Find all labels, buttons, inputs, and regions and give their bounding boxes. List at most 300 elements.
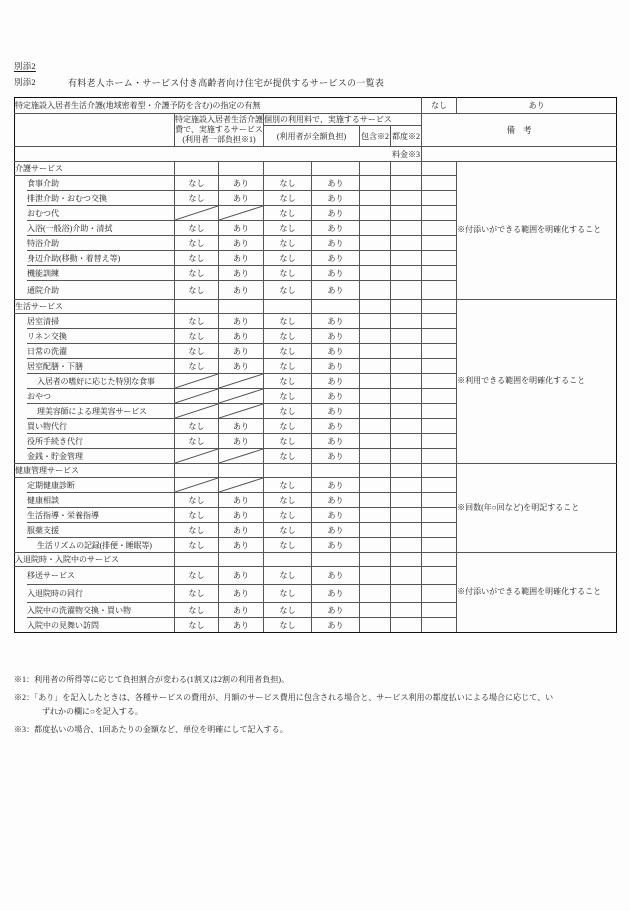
- section-header-cell: [219, 553, 264, 567]
- section-header-cell: [219, 300, 264, 314]
- individual-fee-value[interactable]: あり: [312, 329, 360, 344]
- service-item-label: 金銭・貯金管理: [27, 449, 175, 464]
- included-checkbox-cell[interactable]: [360, 221, 391, 236]
- individual-fee-value[interactable]: なし: [264, 206, 312, 221]
- section-header-row: [15, 162, 617, 176]
- individual-fee-value[interactable]: あり: [312, 404, 360, 419]
- individual-fee-value[interactable]: あり: [312, 374, 360, 389]
- individual-fee-value[interactable]: なし: [264, 449, 312, 464]
- individual-fee-value[interactable]: なし: [264, 251, 312, 266]
- service-item-label: 健康相談: [27, 493, 175, 508]
- individual-fee-value[interactable]: あり: [312, 434, 360, 449]
- insurance-value[interactable]: あり: [219, 508, 264, 523]
- per-use-checkbox-cell[interactable]: [391, 419, 422, 434]
- service-item-label: 日常の洗濯: [27, 344, 175, 359]
- individual-fee-value[interactable]: なし: [264, 344, 312, 359]
- insurance-value[interactable]: あり: [219, 567, 264, 585]
- row-indent-cell: [15, 449, 27, 464]
- included-checkbox-cell[interactable]: [360, 449, 391, 464]
- row-indent-cell: [15, 314, 27, 329]
- individual-fee-value[interactable]: あり: [312, 508, 360, 523]
- row-indent-cell: [15, 329, 27, 344]
- insurance-value[interactable]: なし: [175, 221, 219, 236]
- row-indent-cell: [15, 359, 27, 374]
- individual-fee-value[interactable]: あり: [312, 567, 360, 585]
- included-checkbox-cell[interactable]: [360, 191, 391, 206]
- row-indent-cell: [15, 585, 27, 603]
- included-checkbox-cell[interactable]: [360, 434, 391, 449]
- designation-header-row: [15, 98, 617, 114]
- fee-row-spacer: [15, 147, 391, 162]
- fee-input-cell[interactable]: [422, 191, 457, 206]
- individual-fee-value[interactable]: あり: [312, 603, 360, 618]
- per-use-checkbox-cell[interactable]: [391, 191, 422, 206]
- insurance-not-applicable: [175, 374, 219, 389]
- individual-fee-value[interactable]: なし: [264, 478, 312, 493]
- service-item-label: おむつ代: [27, 206, 175, 221]
- insurance-value[interactable]: あり: [219, 329, 264, 344]
- fee-input-cell[interactable]: [422, 359, 457, 374]
- fee-input-cell[interactable]: [422, 374, 457, 389]
- fee-input-cell[interactable]: [422, 236, 457, 251]
- per-use-checkbox-cell[interactable]: [391, 404, 422, 419]
- fee-input-cell[interactable]: [422, 538, 457, 553]
- included-checkbox-cell[interactable]: [360, 374, 391, 389]
- insurance-value[interactable]: なし: [175, 281, 219, 300]
- individual-fee-value[interactable]: あり: [312, 493, 360, 508]
- section-header-cell: [391, 464, 422, 478]
- insurance-not-applicable: [219, 374, 264, 389]
- section-header-cell: [312, 162, 360, 176]
- fee-input-cell[interactable]: [422, 508, 457, 523]
- per-use-checkbox-cell[interactable]: [391, 567, 422, 585]
- individual-fee-value[interactable]: あり: [312, 618, 360, 633]
- insurance-value[interactable]: なし: [175, 251, 219, 266]
- fee-subheader-row: [15, 147, 617, 162]
- section-header-cell: [175, 300, 219, 314]
- section-header-cell: [264, 553, 312, 567]
- section-header-cell: [264, 162, 312, 176]
- insurance-value[interactable]: あり: [219, 523, 264, 538]
- included-checkbox-cell[interactable]: [360, 206, 391, 221]
- individual-fee-value[interactable]: なし: [264, 404, 312, 419]
- per-use-checkbox-cell[interactable]: [391, 374, 422, 389]
- section-remark: ※回数(年○回など)を明記すること: [457, 464, 617, 553]
- individual-fee-value[interactable]: なし: [264, 176, 312, 191]
- included-checkbox-cell[interactable]: [360, 523, 391, 538]
- footnotes: [14, 676, 618, 744]
- designation-option-yes[interactable]: あり: [457, 98, 617, 114]
- insurance-not-applicable: [175, 478, 219, 493]
- service-item-label: 入院中の見舞い訪問: [27, 618, 175, 633]
- designation-option-none[interactable]: なし: [422, 98, 457, 114]
- individual-fee-value[interactable]: なし: [264, 266, 312, 281]
- section-header-cell: [312, 553, 360, 567]
- insurance-value[interactable]: あり: [219, 603, 264, 618]
- section-header-cell: [312, 300, 360, 314]
- insurance-not-applicable: [219, 449, 264, 464]
- service-item-label: 入院中の洗濯物交換・買い物: [27, 603, 175, 618]
- included-checkbox-cell[interactable]: [360, 281, 391, 300]
- section-header-cell: [219, 162, 264, 176]
- row-indent-cell: [15, 419, 27, 434]
- individual-fee-value[interactable]: なし: [264, 374, 312, 389]
- insurance-value[interactable]: あり: [219, 538, 264, 553]
- section-name: 介護サービス: [15, 162, 175, 176]
- fee-input-cell[interactable]: [422, 603, 457, 618]
- individual-fee-value[interactable]: あり: [312, 359, 360, 374]
- fee-input-cell[interactable]: [422, 344, 457, 359]
- column-header-row: [15, 114, 617, 126]
- header-individual-fee-top: 個別の利用料で、実施するサービス: [264, 114, 422, 126]
- service-item-label: 機能訓練: [27, 266, 175, 281]
- individual-fee-value[interactable]: あり: [312, 191, 360, 206]
- attachment-tag: 別添2: [14, 77, 36, 87]
- per-use-checkbox-cell[interactable]: [391, 344, 422, 359]
- individual-fee-value[interactable]: なし: [264, 585, 312, 603]
- individual-fee-value[interactable]: なし: [264, 314, 312, 329]
- insurance-not-applicable: [219, 206, 264, 221]
- insurance-value[interactable]: あり: [219, 344, 264, 359]
- individual-fee-value[interactable]: あり: [312, 344, 360, 359]
- fee-row-remark-spacer: [422, 147, 617, 162]
- service-item-label: 排泄介助・おむつ交換: [27, 191, 175, 206]
- service-item-label: 入退院時の同行: [27, 585, 175, 603]
- per-use-checkbox-cell[interactable]: [391, 538, 422, 553]
- section-header-cell: [264, 300, 312, 314]
- individual-fee-value[interactable]: なし: [264, 221, 312, 236]
- insurance-value[interactable]: あり: [219, 314, 264, 329]
- individual-fee-value[interactable]: なし: [264, 419, 312, 434]
- included-checkbox-cell[interactable]: [360, 266, 391, 281]
- per-use-checkbox-cell[interactable]: [391, 236, 422, 251]
- per-use-checkbox-cell[interactable]: [391, 478, 422, 493]
- included-checkbox-cell[interactable]: [360, 329, 391, 344]
- row-indent-cell: [15, 191, 27, 206]
- row-indent-cell: [15, 508, 27, 523]
- row-indent-cell: [15, 251, 27, 266]
- per-use-checkbox-cell[interactable]: [391, 508, 422, 523]
- insurance-value[interactable]: あり: [219, 191, 264, 206]
- section-header-cell: [175, 553, 219, 567]
- per-use-checkbox-cell[interactable]: [391, 314, 422, 329]
- service-item-label: 定期健康診断: [27, 478, 175, 493]
- fee-input-cell[interactable]: [422, 266, 457, 281]
- individual-fee-value[interactable]: なし: [264, 603, 312, 618]
- included-checkbox-cell[interactable]: [360, 538, 391, 553]
- insurance-not-applicable: [175, 389, 219, 404]
- insurance-value[interactable]: あり: [219, 176, 264, 191]
- attachment-tag-underlined: 別添2: [14, 61, 36, 71]
- designation-label: 特定施設入居者生活介護(地域密着型・介護予防を含む)の指定の有無: [15, 98, 422, 114]
- section-header-row: [15, 553, 617, 567]
- fee-input-cell[interactable]: [422, 585, 457, 603]
- per-use-checkbox-cell[interactable]: [391, 221, 422, 236]
- included-checkbox-cell[interactable]: [360, 603, 391, 618]
- fee-input-cell[interactable]: [422, 523, 457, 538]
- fee-input-cell[interactable]: [422, 389, 457, 404]
- individual-fee-value[interactable]: なし: [264, 567, 312, 585]
- insurance-value[interactable]: なし: [175, 176, 219, 191]
- insurance-value[interactable]: あり: [219, 359, 264, 374]
- included-checkbox-cell[interactable]: [360, 359, 391, 374]
- individual-fee-value[interactable]: あり: [312, 449, 360, 464]
- included-checkbox-cell[interactable]: [360, 478, 391, 493]
- individual-fee-value[interactable]: あり: [312, 221, 360, 236]
- included-checkbox-cell[interactable]: [360, 389, 391, 404]
- service-item-label: 身辺介助(移動・着替え等): [27, 251, 175, 266]
- section-name: 生活サービス: [15, 300, 175, 314]
- service-item-label: 居室清掃: [27, 314, 175, 329]
- per-use-checkbox-cell[interactable]: [391, 434, 422, 449]
- fee-input-cell[interactable]: [422, 419, 457, 434]
- fee-input-cell[interactable]: [422, 176, 457, 191]
- row-indent-cell: [15, 434, 27, 449]
- service-item-label: 特浴介助: [27, 236, 175, 251]
- footnote-line: ※3：都度払いの場合、1回あたりの金額など、単位を明確にして記入する。: [14, 725, 288, 734]
- insurance-not-applicable: [175, 206, 219, 221]
- individual-fee-value[interactable]: なし: [264, 434, 312, 449]
- section-header-cell: [391, 300, 422, 314]
- included-checkbox-cell[interactable]: [360, 344, 391, 359]
- individual-fee-value[interactable]: なし: [264, 191, 312, 206]
- insurance-not-applicable: [219, 404, 264, 419]
- insurance-value[interactable]: なし: [175, 344, 219, 359]
- row-indent-cell: [15, 236, 27, 251]
- header-included: 包含※2: [360, 126, 391, 147]
- section-remark: ※利用できる範囲を明確化すること: [457, 300, 617, 464]
- service-item-label: 買い物代行: [27, 419, 175, 434]
- row-indent-cell: [15, 538, 27, 553]
- header-insurance-service: 特定施設入居者生活介護費で、実施するサービス(利用者一部負担※1): [175, 114, 264, 147]
- insurance-value[interactable]: なし: [175, 419, 219, 434]
- row-indent-cell: [15, 404, 27, 419]
- section-header-cell: [422, 553, 457, 567]
- included-checkbox-cell[interactable]: [360, 314, 391, 329]
- included-checkbox-cell[interactable]: [360, 251, 391, 266]
- fee-input-cell[interactable]: [422, 251, 457, 266]
- fee-input-cell[interactable]: [422, 493, 457, 508]
- footnote-line-cont: ずれかの欄に○を記入する。: [42, 707, 143, 716]
- header-remarks: 備考: [422, 114, 617, 147]
- insurance-value[interactable]: あり: [219, 434, 264, 449]
- footnote-item: [14, 676, 618, 684]
- section-remark: ※付添いができる範囲を明確化すること: [457, 553, 617, 633]
- per-use-checkbox-cell[interactable]: [391, 251, 422, 266]
- insurance-value[interactable]: なし: [175, 493, 219, 508]
- section-header-cell: [175, 162, 219, 176]
- individual-fee-value[interactable]: あり: [312, 176, 360, 191]
- included-checkbox-cell[interactable]: [360, 404, 391, 419]
- section-header-cell: [312, 464, 360, 478]
- section-header-cell: [422, 162, 457, 176]
- insurance-not-applicable: [219, 389, 264, 404]
- fee-input-cell[interactable]: [422, 478, 457, 493]
- individual-fee-value[interactable]: あり: [312, 314, 360, 329]
- service-item-label: 通院介助: [27, 281, 175, 300]
- per-use-checkbox-cell[interactable]: [391, 266, 422, 281]
- row-indent-cell: [15, 478, 27, 493]
- included-checkbox-cell[interactable]: [360, 567, 391, 585]
- header-per-use: 都度※2: [391, 126, 422, 147]
- included-checkbox-cell[interactable]: [360, 493, 391, 508]
- service-item-label: 入浴(一般浴)介助・清拭: [27, 221, 175, 236]
- section-header-row: [15, 300, 617, 314]
- included-checkbox-cell[interactable]: [360, 176, 391, 191]
- row-indent-cell: [15, 221, 27, 236]
- fee-input-cell[interactable]: [422, 206, 457, 221]
- fee-input-cell[interactable]: [422, 329, 457, 344]
- per-use-checkbox-cell[interactable]: [391, 523, 422, 538]
- insurance-value[interactable]: あり: [219, 251, 264, 266]
- individual-fee-value[interactable]: なし: [264, 281, 312, 300]
- insurance-value[interactable]: あり: [219, 493, 264, 508]
- individual-fee-value[interactable]: あり: [312, 236, 360, 251]
- section-header-row: [15, 464, 617, 478]
- individual-fee-value[interactable]: なし: [264, 329, 312, 344]
- individual-fee-value[interactable]: なし: [264, 359, 312, 374]
- section-remark: ※付添いができる範囲を明確化すること: [457, 162, 617, 300]
- individual-fee-value[interactable]: あり: [312, 281, 360, 300]
- insurance-value[interactable]: なし: [175, 314, 219, 329]
- individual-fee-value[interactable]: なし: [264, 618, 312, 633]
- individual-fee-value[interactable]: なし: [264, 538, 312, 553]
- per-use-checkbox-cell[interactable]: [391, 329, 422, 344]
- section-name: 入退院時・入院中のサービス: [15, 553, 175, 567]
- section-header-cell: [360, 464, 391, 478]
- insurance-value[interactable]: あり: [219, 585, 264, 603]
- per-use-checkbox-cell[interactable]: [391, 176, 422, 191]
- individual-fee-value[interactable]: なし: [264, 493, 312, 508]
- individual-fee-value[interactable]: あり: [312, 389, 360, 404]
- fee-input-cell[interactable]: [422, 314, 457, 329]
- service-table: [14, 97, 617, 633]
- per-use-checkbox-cell[interactable]: [391, 449, 422, 464]
- individual-fee-value[interactable]: なし: [264, 389, 312, 404]
- per-use-checkbox-cell[interactable]: [391, 206, 422, 221]
- section-header-cell: [264, 464, 312, 478]
- fee-input-cell[interactable]: [422, 281, 457, 300]
- individual-fee-value[interactable]: あり: [312, 266, 360, 281]
- included-checkbox-cell[interactable]: [360, 508, 391, 523]
- insurance-value[interactable]: なし: [175, 191, 219, 206]
- individual-fee-value[interactable]: なし: [264, 508, 312, 523]
- fee-input-cell[interactable]: [422, 618, 457, 633]
- service-item-label: おやつ: [27, 389, 175, 404]
- row-indent-cell: [15, 493, 27, 508]
- insurance-value[interactable]: なし: [175, 567, 219, 585]
- insurance-value[interactable]: なし: [175, 236, 219, 251]
- footnote-line: ※1：利用者の所得等に応じて負担割合が変わる(1割又は2割の利用者負担)。: [14, 675, 290, 684]
- service-item-label: 食事介助: [27, 176, 175, 191]
- section-header-cell: [422, 300, 457, 314]
- section-header-cell: [360, 553, 391, 567]
- per-use-checkbox-cell[interactable]: [391, 603, 422, 618]
- row-indent-cell: [15, 523, 27, 538]
- service-item-label: 移送サービス: [27, 567, 175, 585]
- insurance-value[interactable]: なし: [175, 359, 219, 374]
- individual-fee-value[interactable]: あり: [312, 251, 360, 266]
- service-item-label: 生活指導・栄養指導: [27, 508, 175, 523]
- section-header-cell: [391, 162, 422, 176]
- individual-fee-value[interactable]: あり: [312, 206, 360, 221]
- fee-input-cell[interactable]: [422, 221, 457, 236]
- section-header-cell: [422, 464, 457, 478]
- included-checkbox-cell[interactable]: [360, 236, 391, 251]
- individual-fee-value[interactable]: あり: [312, 585, 360, 603]
- insurance-value[interactable]: なし: [175, 538, 219, 553]
- footnote-item: [14, 726, 618, 734]
- insurance-value[interactable]: なし: [175, 618, 219, 633]
- individual-fee-value[interactable]: あり: [312, 523, 360, 538]
- per-use-checkbox-cell[interactable]: [391, 585, 422, 603]
- per-use-checkbox-cell[interactable]: [391, 389, 422, 404]
- section-header-cell: [391, 553, 422, 567]
- insurance-value[interactable]: あり: [219, 618, 264, 633]
- individual-fee-value[interactable]: なし: [264, 523, 312, 538]
- individual-fee-value[interactable]: なし: [264, 236, 312, 251]
- included-checkbox-cell[interactable]: [360, 419, 391, 434]
- row-indent-cell: [15, 176, 27, 191]
- fee-input-cell[interactable]: [422, 434, 457, 449]
- insurance-value[interactable]: なし: [175, 523, 219, 538]
- section-header-cell: [360, 300, 391, 314]
- row-indent-cell: [15, 389, 27, 404]
- section-name: 健康管理サービス: [15, 464, 175, 478]
- fee-input-cell[interactable]: [422, 404, 457, 419]
- insurance-value[interactable]: なし: [175, 266, 219, 281]
- fee-input-cell[interactable]: [422, 449, 457, 464]
- insurance-value[interactable]: あり: [219, 221, 264, 236]
- per-use-checkbox-cell[interactable]: [391, 359, 422, 374]
- section-header-cell: [175, 464, 219, 478]
- service-item-label: 入居者の嗜好に応じた特別な食事: [27, 374, 175, 389]
- included-checkbox-cell[interactable]: [360, 618, 391, 633]
- insurance-value[interactable]: なし: [175, 329, 219, 344]
- insurance-value[interactable]: あり: [219, 281, 264, 300]
- row-indent-cell: [15, 603, 27, 618]
- per-use-checkbox-cell[interactable]: [391, 281, 422, 300]
- footnote-line: ※2：「あり」を記入したときは、各種サービスの費用が、月額のサービス費用に包含される場合と、サービス利用の都度払いによる場合に応じて、い: [14, 693, 554, 702]
- insurance-value[interactable]: なし: [175, 434, 219, 449]
- fee-input-cell[interactable]: [422, 567, 457, 585]
- per-use-checkbox-cell[interactable]: [391, 493, 422, 508]
- service-item-label: 居室配膳・下膳: [27, 359, 175, 374]
- included-checkbox-cell[interactable]: [360, 585, 391, 603]
- row-indent-cell: [15, 344, 27, 359]
- individual-fee-value[interactable]: あり: [312, 538, 360, 553]
- header-blank: [15, 114, 175, 147]
- insurance-value[interactable]: あり: [219, 236, 264, 251]
- service-item-label: 理美容師による理美容サービス: [27, 404, 175, 419]
- service-item-label: 役所手続き代行: [27, 434, 175, 449]
- page-title: 有料老人ホーム・サービス付き高齢者向け住宅が提供するサービスの一覧表: [68, 78, 385, 88]
- individual-fee-value[interactable]: あり: [312, 478, 360, 493]
- insurance-value[interactable]: なし: [175, 585, 219, 603]
- individual-fee-value[interactable]: あり: [312, 419, 360, 434]
- row-indent-cell: [15, 266, 27, 281]
- section-header-cell: [360, 162, 391, 176]
- insurance-not-applicable: [175, 449, 219, 464]
- footnote-item: [14, 694, 618, 716]
- row-indent-cell: [15, 374, 27, 389]
- insurance-value[interactable]: あり: [219, 419, 264, 434]
- insurance-value[interactable]: なし: [175, 603, 219, 618]
- insurance-value[interactable]: なし: [175, 508, 219, 523]
- row-indent-cell: [15, 618, 27, 633]
- insurance-value[interactable]: あり: [219, 266, 264, 281]
- per-use-checkbox-cell[interactable]: [391, 618, 422, 633]
